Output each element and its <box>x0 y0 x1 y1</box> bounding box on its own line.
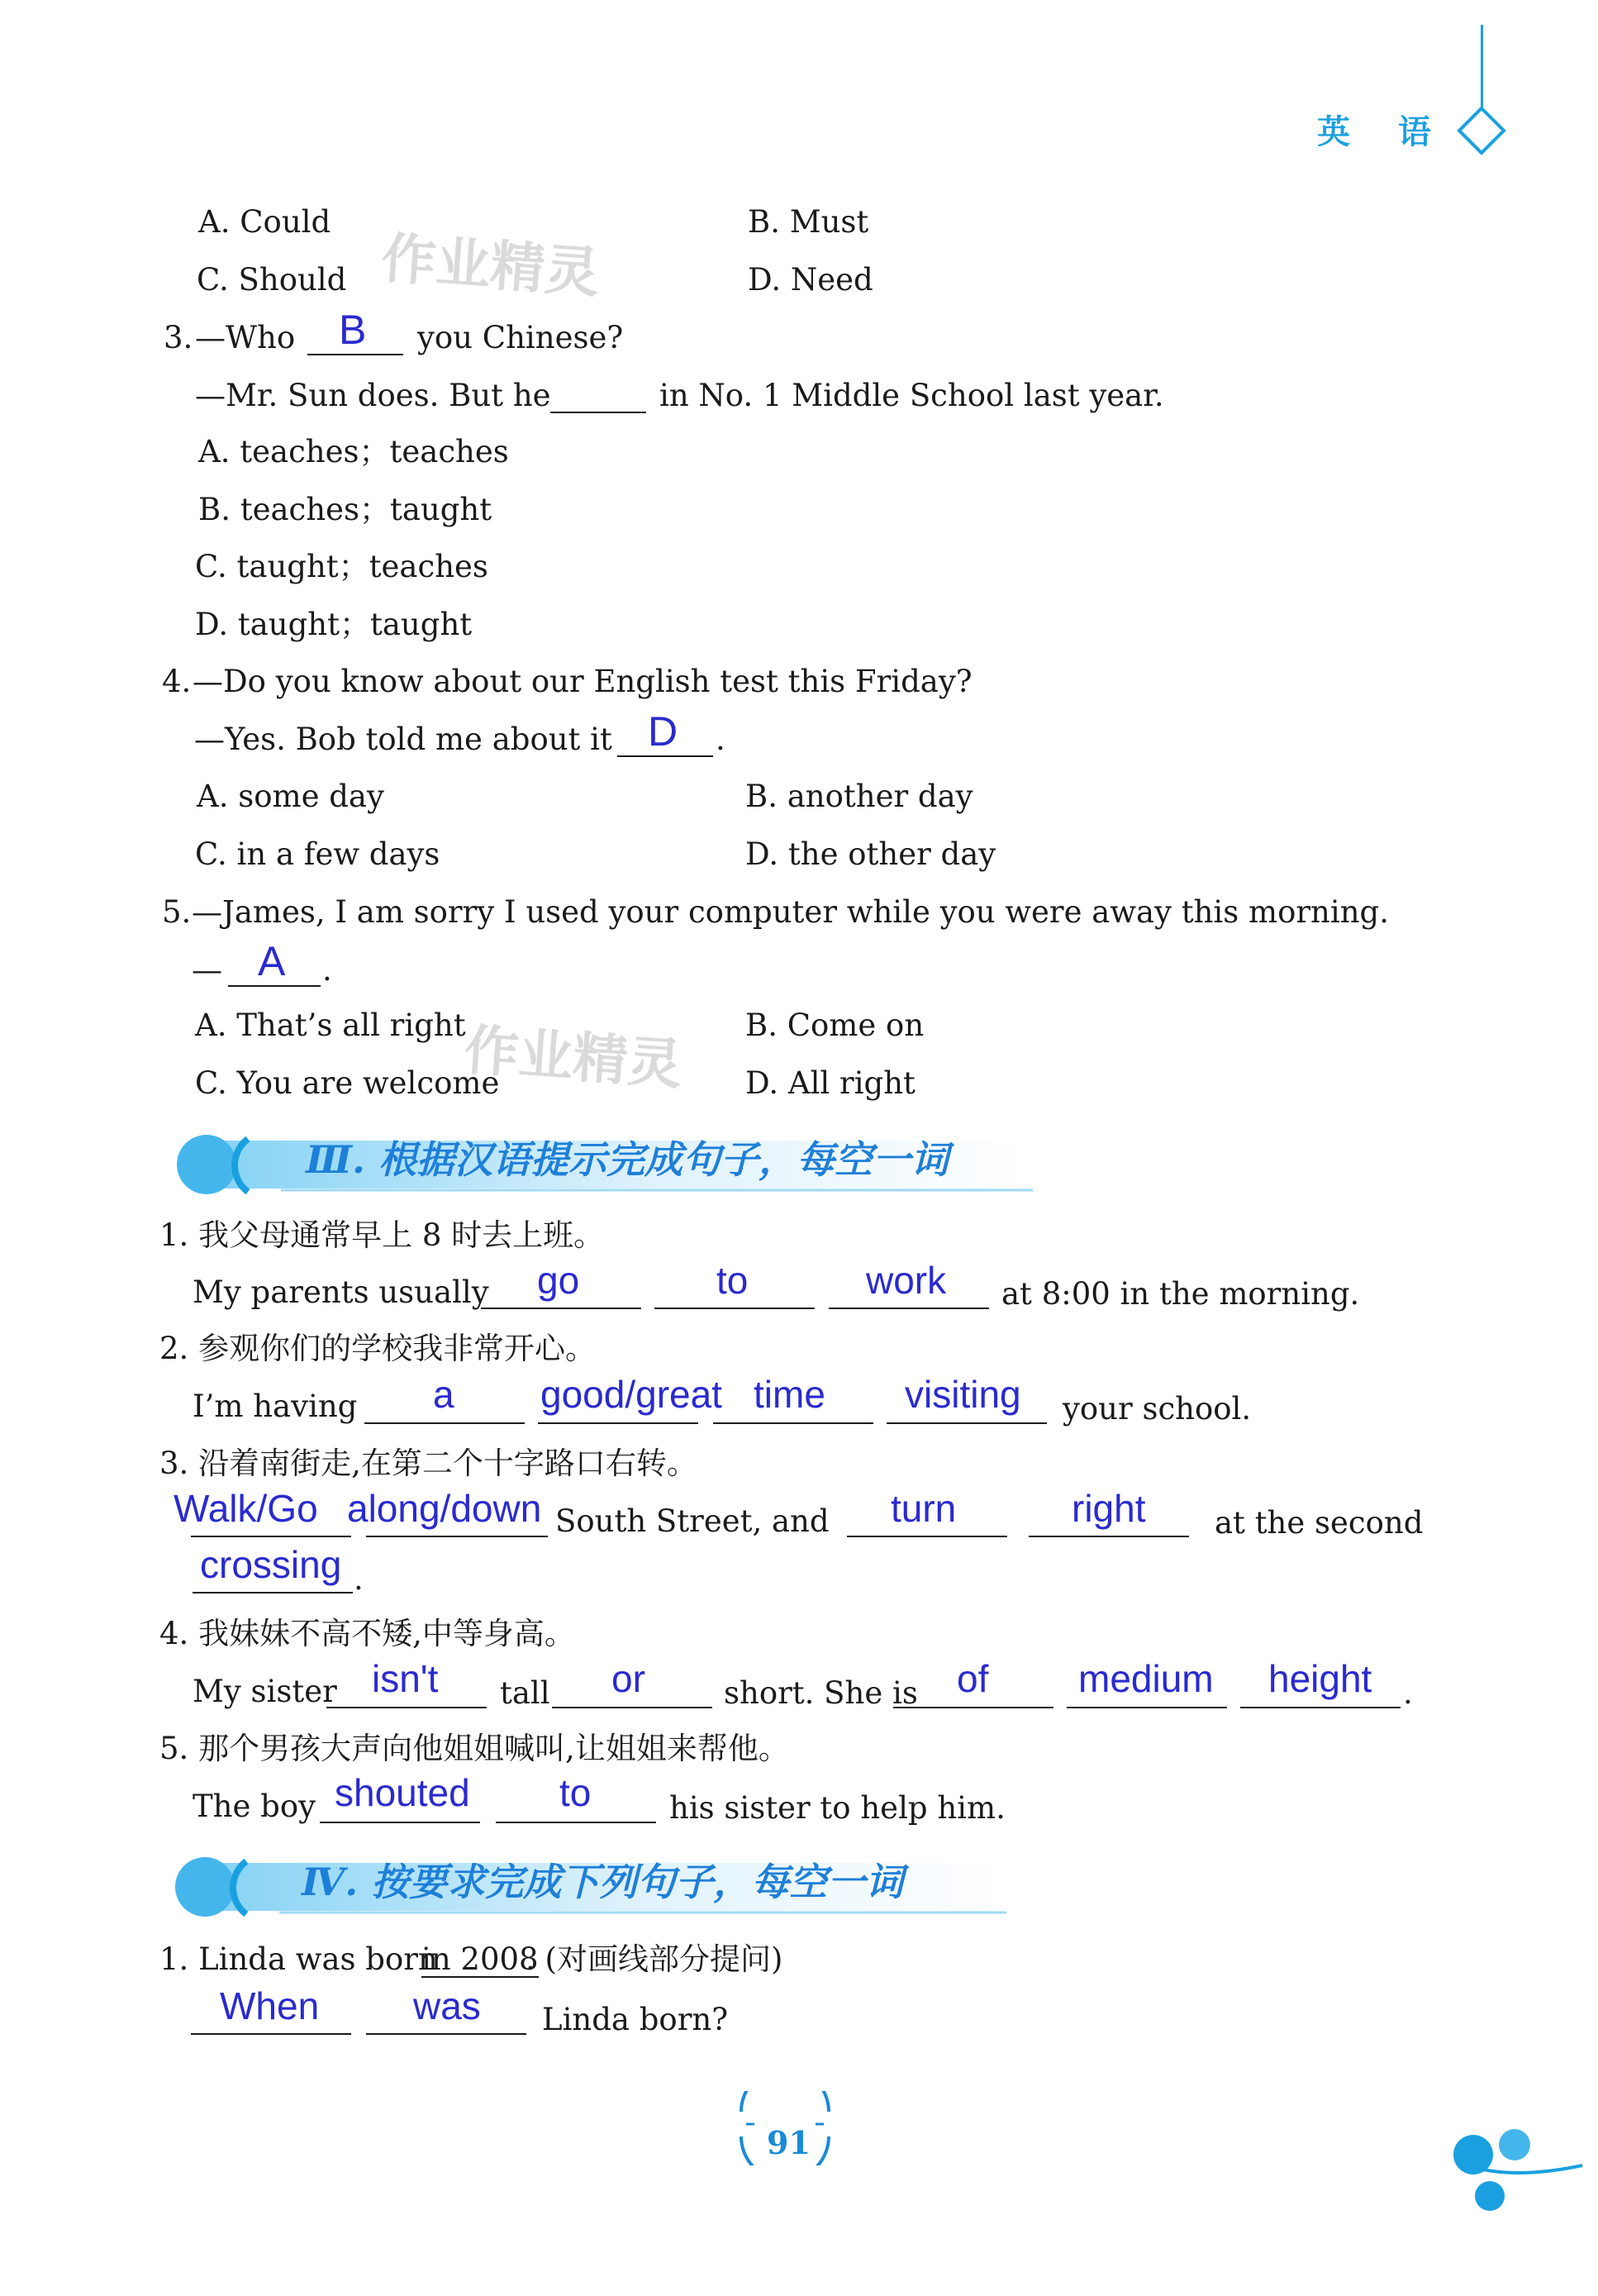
answer-text: medium <box>1078 1657 1214 1700</box>
chinese-prompt: 4. 我妹妹不高不矮,中等身高。 <box>159 1616 575 1651</box>
option-d: D. the other day <box>745 836 996 872</box>
sentence-text: My parents usually <box>193 1274 489 1310</box>
answer-text: D <box>648 708 678 755</box>
question-text: —Mr. Sun does. But he <box>195 378 551 413</box>
sentence-text: Linda born? <box>542 2002 729 2037</box>
sentence-text: My sister <box>193 1674 337 1709</box>
subject-header: 英 语 <box>1317 113 1449 151</box>
chinese-prompt: 1. 我父母通常早上 8 时去上班。 <box>159 1217 605 1253</box>
answer-blank <box>538 1422 698 1424</box>
answer-blank <box>191 1536 351 1537</box>
option-c: C. You are welcome <box>195 1065 500 1101</box>
answer-blank <box>552 1707 712 1708</box>
answer-blank <box>481 1308 641 1309</box>
answer-text: visiting <box>905 1373 1021 1416</box>
option-b: B. another day <box>745 779 973 814</box>
watermark: 作业精灵 <box>379 226 602 306</box>
question-text: in No. 1 Middle School last year. <box>659 378 1164 413</box>
bubbles-icon <box>1450 2120 1591 2219</box>
answer-blank <box>228 985 321 987</box>
sentence-text: South Street, and <box>555 1503 830 1539</box>
page-number: 91 <box>767 2124 811 2161</box>
answer-blank <box>191 2033 351 2035</box>
question-number: 4. <box>162 664 192 699</box>
answer-text: isn't <box>372 1657 439 1700</box>
sentence-text: . <box>1403 1675 1413 1711</box>
answer-blank <box>829 1308 989 1309</box>
answer-text: time <box>754 1373 825 1416</box>
sentence-text: his sister to help him. <box>669 1790 1006 1826</box>
option-b: B. Must <box>748 204 869 240</box>
answer-blank <box>713 1422 873 1424</box>
question-text: . <box>716 722 725 757</box>
sentence-text: I’m having <box>193 1389 358 1424</box>
underlined-text: in 2008 <box>421 1941 539 1977</box>
answer-blank <box>364 1422 525 1424</box>
option-b: B. Come on <box>745 1007 925 1043</box>
answer-text: go <box>537 1259 580 1302</box>
answer-blank <box>320 1822 480 1823</box>
answer-text: When <box>220 1984 320 2027</box>
chinese-prompt: 5. 那个男孩大声向他姐姐喊叫,让姐姐来帮他。 <box>159 1731 789 1766</box>
option-d: D. Need <box>748 262 873 298</box>
sentence-text: The boy <box>193 1789 316 1824</box>
section-title: Ⅳ. 按要求完成下列句子，每空一词 <box>302 1860 904 1904</box>
sentence-text: . (对画线部分提问) <box>526 1941 783 1977</box>
answer-text: right <box>1072 1487 1146 1530</box>
answer-text: of <box>957 1657 989 1700</box>
question-text: —Do you know about our English test this Friday? <box>193 664 973 699</box>
answer-blank <box>1029 1536 1189 1537</box>
sentence-text: . <box>354 1561 364 1597</box>
section-title: Ⅲ. 根据汉语提示完成句子，每空一词 <box>306 1137 949 1182</box>
answer-text: good/great <box>540 1373 722 1416</box>
answer-text: along/down <box>347 1487 542 1530</box>
diamond-icon <box>1456 105 1507 156</box>
sentence-text: short. She is <box>724 1675 918 1711</box>
option-d: D. taught；taught <box>195 607 473 642</box>
option-a: A. some day <box>197 779 384 814</box>
question-text: —Who <box>195 320 296 355</box>
answer-text: B <box>339 307 367 353</box>
question-text: . <box>322 952 332 988</box>
answer-text: shouted <box>335 1771 470 1814</box>
question-text: — <box>192 952 222 988</box>
option-c: C. in a few days <box>195 836 440 872</box>
option-a: A. Could <box>198 204 331 240</box>
answer-blank <box>193 1592 353 1593</box>
option-a: A. teaches；teaches <box>198 434 509 469</box>
answer-blank <box>847 1536 1007 1537</box>
sentence-text: your school. <box>1063 1391 1252 1427</box>
answer-blank <box>326 1707 487 1708</box>
answer-text: Walk/Go <box>174 1487 318 1530</box>
header-vertical-line <box>1481 25 1483 107</box>
option-d: D. All right <box>745 1065 916 1101</box>
answer-text: to <box>716 1259 749 1302</box>
answer-blank <box>893 1707 1053 1708</box>
answer-blank <box>550 412 646 413</box>
answer-text: A <box>258 938 286 984</box>
option-a: A. That’s all right <box>195 1007 466 1043</box>
answer-text: work <box>866 1259 947 1302</box>
chinese-prompt: 3. 沿着南街走,在第二个十字路口右转。 <box>159 1446 697 1481</box>
question-number: 5. <box>162 894 192 930</box>
answer-text: height <box>1268 1657 1372 1700</box>
sentence-text: 1. Linda was born <box>159 1941 438 1977</box>
chinese-prompt: 2. 参观你们的学校我非常开心。 <box>159 1331 597 1366</box>
answer-text: or <box>611 1657 645 1700</box>
question-text: —Yes. Bob told me about it <box>194 722 612 757</box>
answer-blank <box>887 1422 1047 1424</box>
option-b: B. teaches；taught <box>198 492 492 527</box>
answer-blank <box>307 354 403 355</box>
watermark: 作业精灵 <box>462 1017 684 1098</box>
answer-text: crossing <box>200 1543 342 1586</box>
option-c: C. taught；teaches <box>195 549 488 584</box>
answer-text: was <box>413 1984 481 2027</box>
answer-blank <box>366 2033 526 2035</box>
sentence-text: tall <box>500 1675 550 1711</box>
answer-blank <box>496 1822 656 1823</box>
question-text: —James, I am sorry I used your computer while you were away this morning. <box>192 894 1389 930</box>
sentence-text: at 8:00 in the morning. <box>1001 1276 1360 1312</box>
answer-blank <box>366 1536 548 1537</box>
answer-blank <box>654 1308 815 1309</box>
answer-blank <box>1067 1707 1227 1708</box>
answer-text: a <box>433 1373 454 1416</box>
answer-blank <box>1240 1707 1401 1708</box>
answer-text: to <box>559 1771 592 1814</box>
answer-blank <box>617 755 713 757</box>
answer-text: turn <box>891 1487 957 1530</box>
question-number: 3. <box>164 320 193 355</box>
option-c: C. Should <box>197 262 347 298</box>
sentence-text: at the second <box>1215 1505 1424 1541</box>
question-text: you Chinese? <box>417 320 624 355</box>
